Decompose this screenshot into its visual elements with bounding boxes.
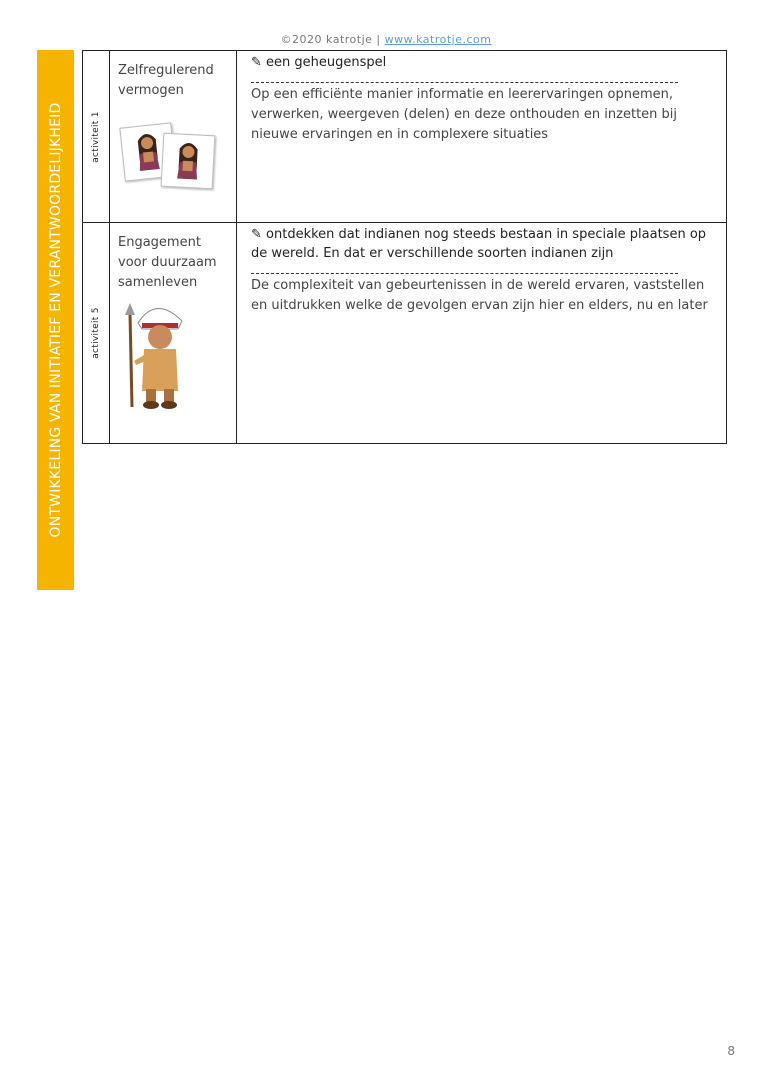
dashed-divider (251, 273, 678, 274)
activity-cell (83, 51, 110, 223)
category-title: Engagement voor duurzaam samenleven (118, 235, 217, 290)
memory-cards-image (118, 125, 218, 195)
table-row (83, 223, 727, 444)
page-header (0, 33, 772, 46)
activity-goal (251, 53, 718, 72)
goal-text: ontdekken dat indianen nog steeds bestaan in speciale plaatsen op de wereld. En dat er verschillende soorten indianen zijn (251, 227, 707, 261)
pencil-icon: ✎ (251, 55, 262, 70)
page-number: 8 (727, 1044, 735, 1058)
activity-table (82, 50, 727, 444)
sidebar-title: ONTWIKKELING VAN INITIATIEF EN VERANTWOORDELIJKHEID (47, 102, 64, 538)
category-cell (110, 223, 237, 444)
indian-figure-image (118, 299, 230, 415)
objective-text: De complexiteit van gebeurtenissen in de wereld ervaren, vaststellen en uitdrukken welke de gevolgen ervan zijn hier en elders, nu en later (251, 278, 708, 313)
memory-card (161, 133, 216, 190)
description-cell (237, 223, 727, 444)
activity-label: activiteit 5 (91, 307, 101, 359)
sidebar-banner (37, 50, 74, 590)
copyright-text: ©2020 katrotje | (280, 33, 385, 46)
activity-label: activiteit 1 (91, 110, 101, 163)
pencil-icon: ✎ (251, 227, 262, 242)
description-cell (237, 51, 727, 223)
website-link[interactable]: www.katrotje.com (384, 33, 492, 46)
table-row (83, 51, 727, 223)
category-cell (110, 51, 237, 223)
goal-text: een geheugenspel (266, 55, 387, 70)
activity-goal (251, 225, 718, 263)
dashed-divider (251, 82, 678, 83)
objective-text: Op een efficiënte manier informatie en leerervaringen opnemen, verwerken, weergeven (delen) en deze onthouden en inzetten bij nieuwe ervaringen en in complexere situaties (251, 87, 678, 142)
activity-cell (83, 223, 110, 444)
category-title: Zelfregulerend vermogen (118, 63, 214, 98)
